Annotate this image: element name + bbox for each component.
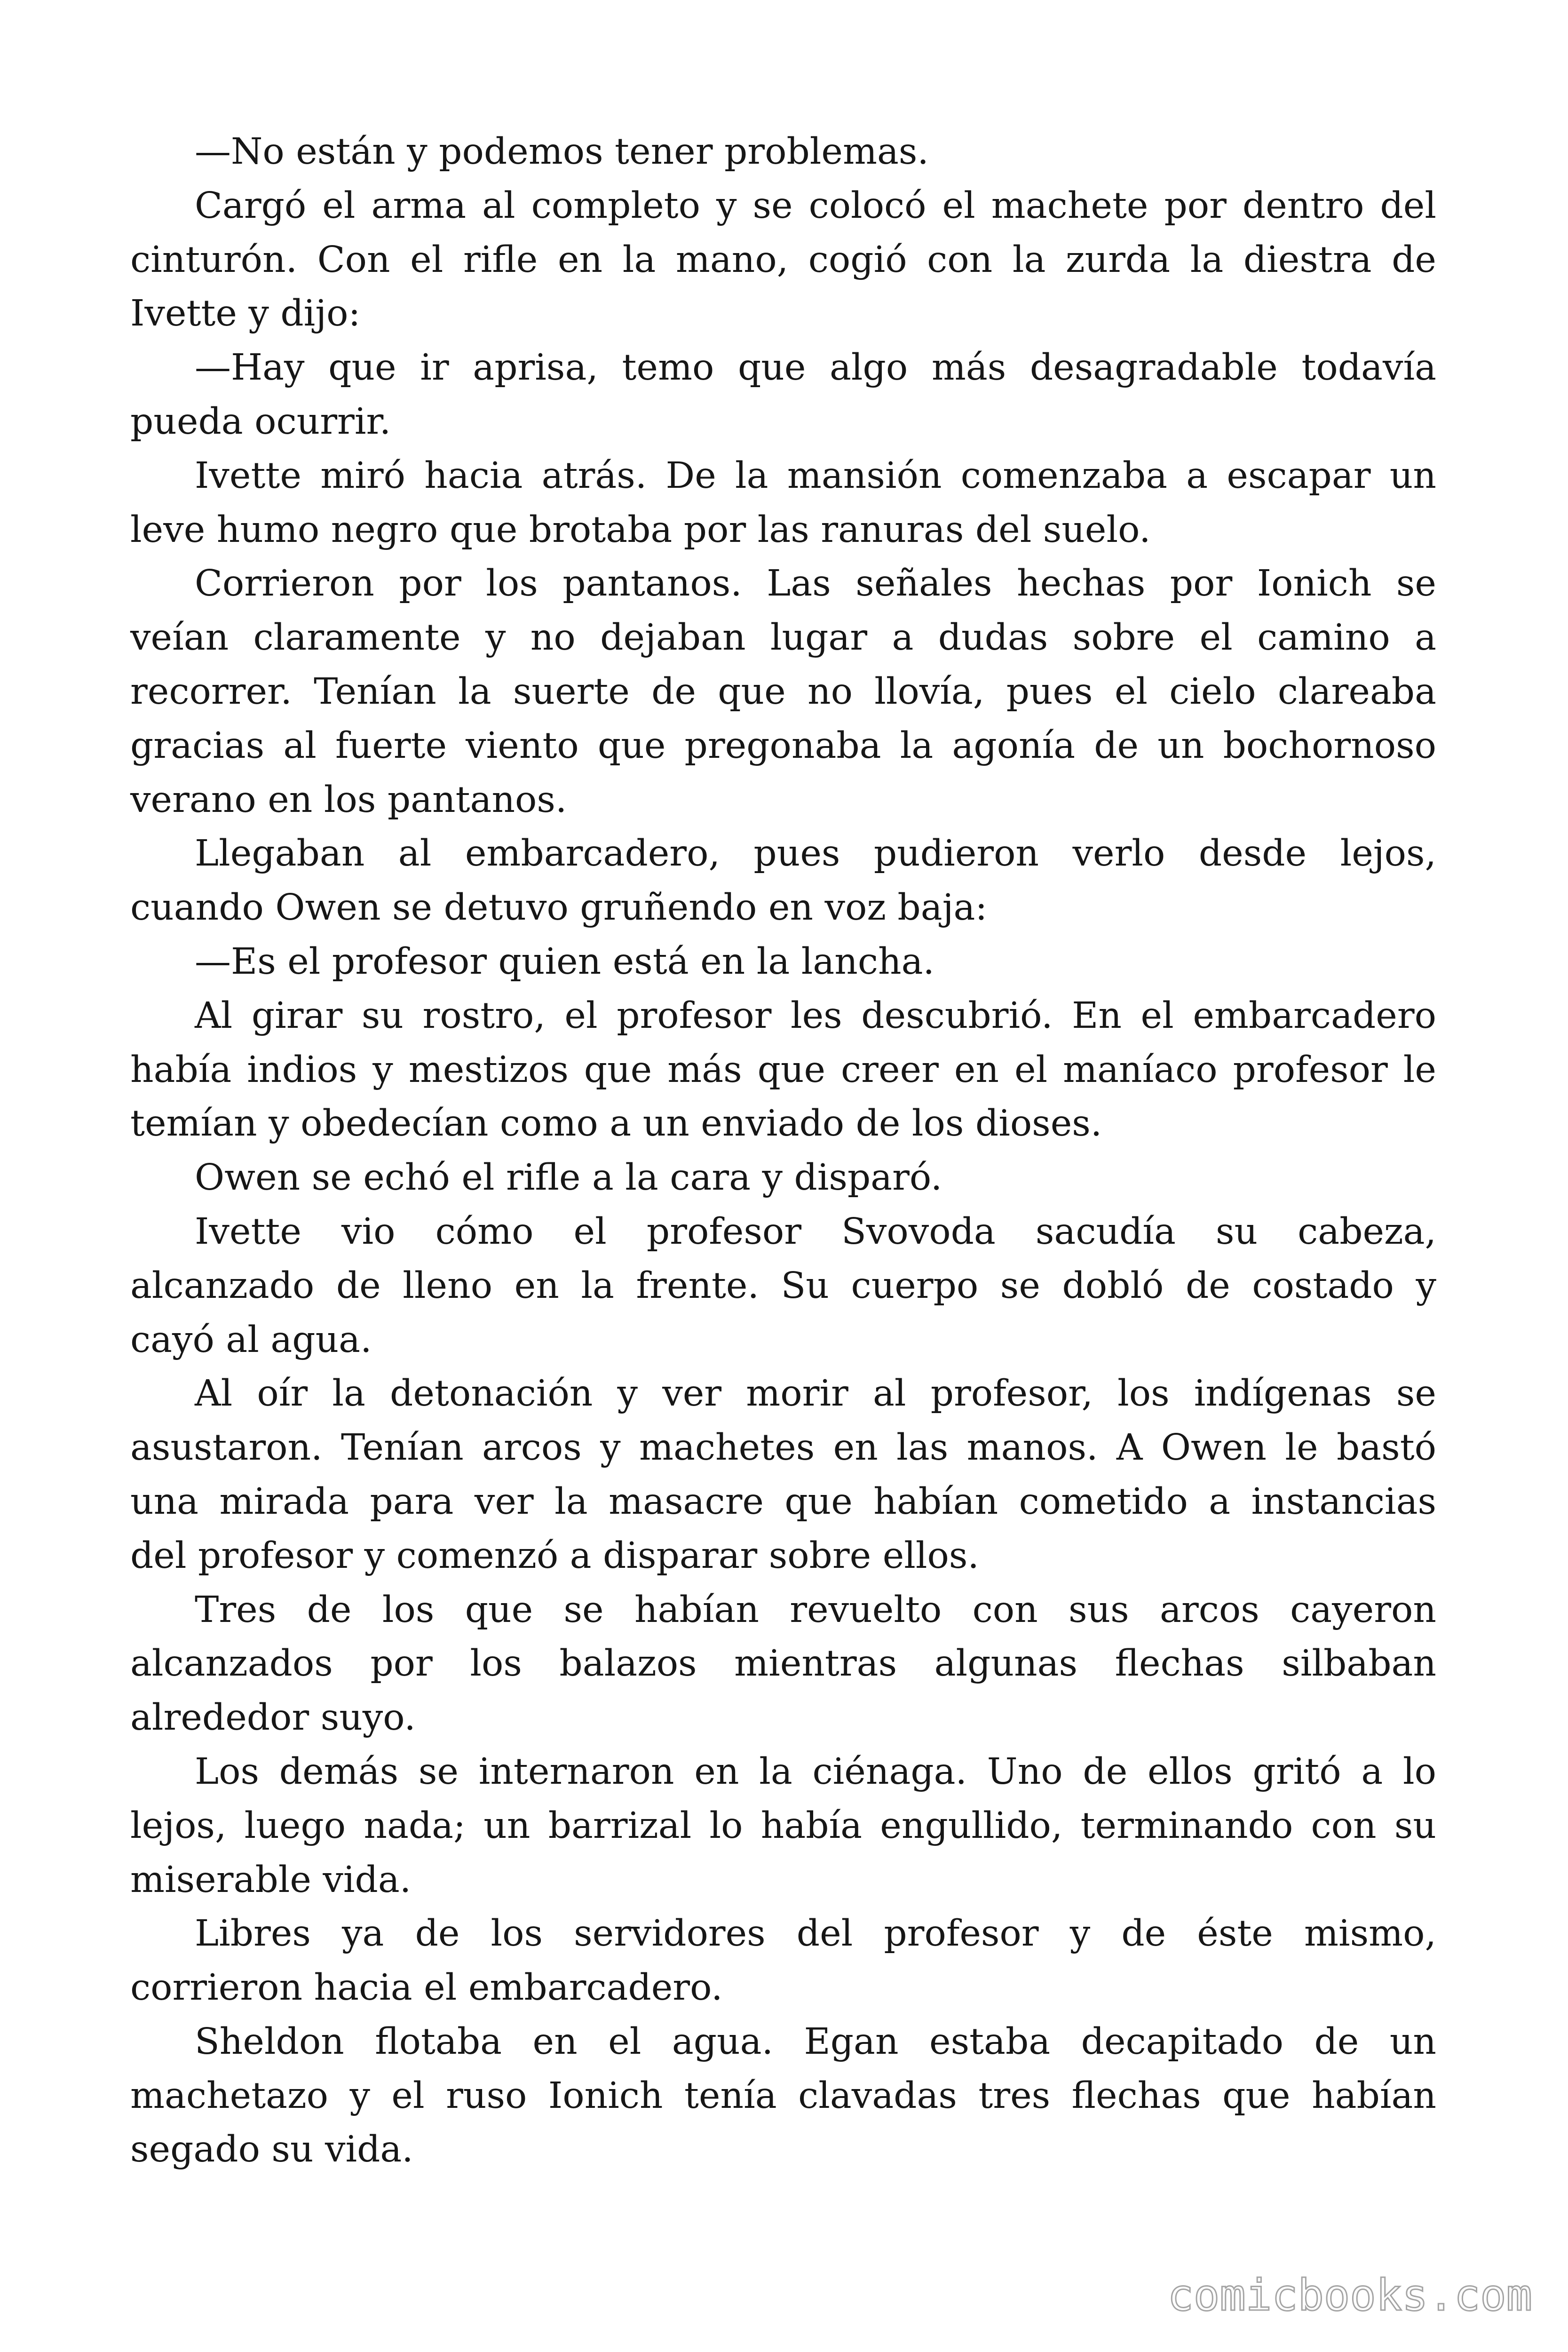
paragraph — [130, 2015, 1436, 2177]
text-line: asustaron. Tenían arcos y machetes en las manos. A Owen le bastó — [130, 1427, 1436, 1469]
text-line: segado su vida. — [130, 2129, 413, 2171]
text-line: cinturón. Con el rifle en la mano, cogió con la zurda la diestra de — [130, 238, 1436, 281]
paragraph — [130, 1151, 1436, 1205]
text-line: temían y obedecían como a un enviado de los dioses. — [130, 1103, 1102, 1145]
text-line: Cargó el arma al completo y se colocó el machete por dentro del — [195, 184, 1436, 227]
text-line: cuando Owen se detuvo gruñendo en voz baja: — [130, 887, 988, 929]
text-line: Tres de los que se habían revuelto con sus arcos cayeron — [195, 1589, 1436, 1631]
text-line: Ivette y dijo: — [130, 293, 361, 335]
text-line: machetazo y el ruso Ionich tenía clavadas tres flechas que habían — [130, 2074, 1436, 2117]
site-watermark: comicbooks.com — [1167, 2270, 1532, 2320]
text-line: Ivette miró hacia atrás. De la mansión comenzaba a escapar un — [195, 454, 1436, 497]
text-line: cayó al agua. — [130, 1319, 372, 1361]
paragraph — [130, 1745, 1436, 1907]
text-line: pueda ocurrir. — [130, 400, 391, 443]
text-line: Corrieron por los pantanos. Las señales hechas por Ionich se — [195, 563, 1436, 605]
paragraph — [130, 179, 1436, 341]
text-line: veían claramente y no dejaban lugar a dudas sobre el camino a — [130, 617, 1436, 659]
text-line: —Es el profesor quien está en la lancha. — [195, 940, 934, 983]
text-line: Sheldon flotaba en el agua. Egan estaba decapitado de un — [195, 2020, 1436, 2063]
text-line: una mirada para ver la masacre que habían cometido a instancias — [130, 1480, 1436, 1523]
text-line: miserable vida. — [130, 1859, 412, 1901]
text-line: —No están y podemos tener problemas. — [195, 131, 929, 173]
text-line: Los demás se internaron en la ciénaga. Uno de ellos gritó a lo — [195, 1750, 1436, 1793]
text-line: Ivette vio cómo el profesor Svovoda sacudía su cabeza, — [195, 1210, 1436, 1253]
paragraph — [130, 341, 1436, 449]
paragraph — [130, 449, 1436, 557]
paragraph — [130, 1367, 1436, 1583]
text-line: Owen se echó el rifle a la cara y disparó. — [195, 1157, 942, 1199]
text-line: alcanzados por los balazos mientras algunas flechas silbaban — [130, 1643, 1436, 1685]
paragraph — [130, 1907, 1436, 2015]
text-line: Llegaban al embarcadero, pues pudieron verlo desde lejos, — [195, 833, 1436, 875]
text-line: Libres ya de los servidores del profesor y de éste mismo, — [195, 1913, 1436, 1955]
text-line: alcanzado de lleno en la frente. Su cuerpo se dobló de costado y — [130, 1264, 1436, 1307]
text-line: había indios y mestizos que más que creer en el maníaco profesor le — [130, 1049, 1436, 1091]
text-line: del profesor y comenzó a disparar sobre ellos. — [130, 1534, 979, 1577]
paragraph — [130, 1583, 1436, 1745]
text-line: recorrer. Tenían la suerte de que no llovía, pues el cielo clareaba — [130, 670, 1436, 713]
text-line: Al oír la detonación y ver morir al profesor, los indígenas se — [195, 1373, 1436, 1415]
paragraph — [130, 989, 1436, 1151]
text-line: Al girar su rostro, el profesor les descubrió. En el embarcadero — [195, 994, 1436, 1037]
text-line: —Hay que ir aprisa, temo que algo más desagradable todavía — [195, 347, 1436, 389]
text-line: corrieron hacia el embarcadero. — [130, 1967, 723, 2009]
paragraph — [130, 1205, 1436, 1367]
paragraph — [130, 935, 1436, 989]
text-line: verano en los pantanos. — [130, 779, 567, 821]
paragraph — [130, 125, 1436, 179]
text-line: alrededor suyo. — [130, 1697, 416, 1739]
book-page-text — [130, 125, 1436, 2177]
text-line: lejos, luego nada; un barrizal lo había engullido, terminando con su — [130, 1804, 1436, 1847]
text-line: leve humo negro que brotaba por las ranuras del suelo. — [130, 509, 1151, 551]
text-line: gracias al fuerte viento que pregonaba la agonía de un bochornoso — [130, 724, 1436, 767]
paragraph — [130, 827, 1436, 935]
paragraph — [130, 557, 1436, 827]
